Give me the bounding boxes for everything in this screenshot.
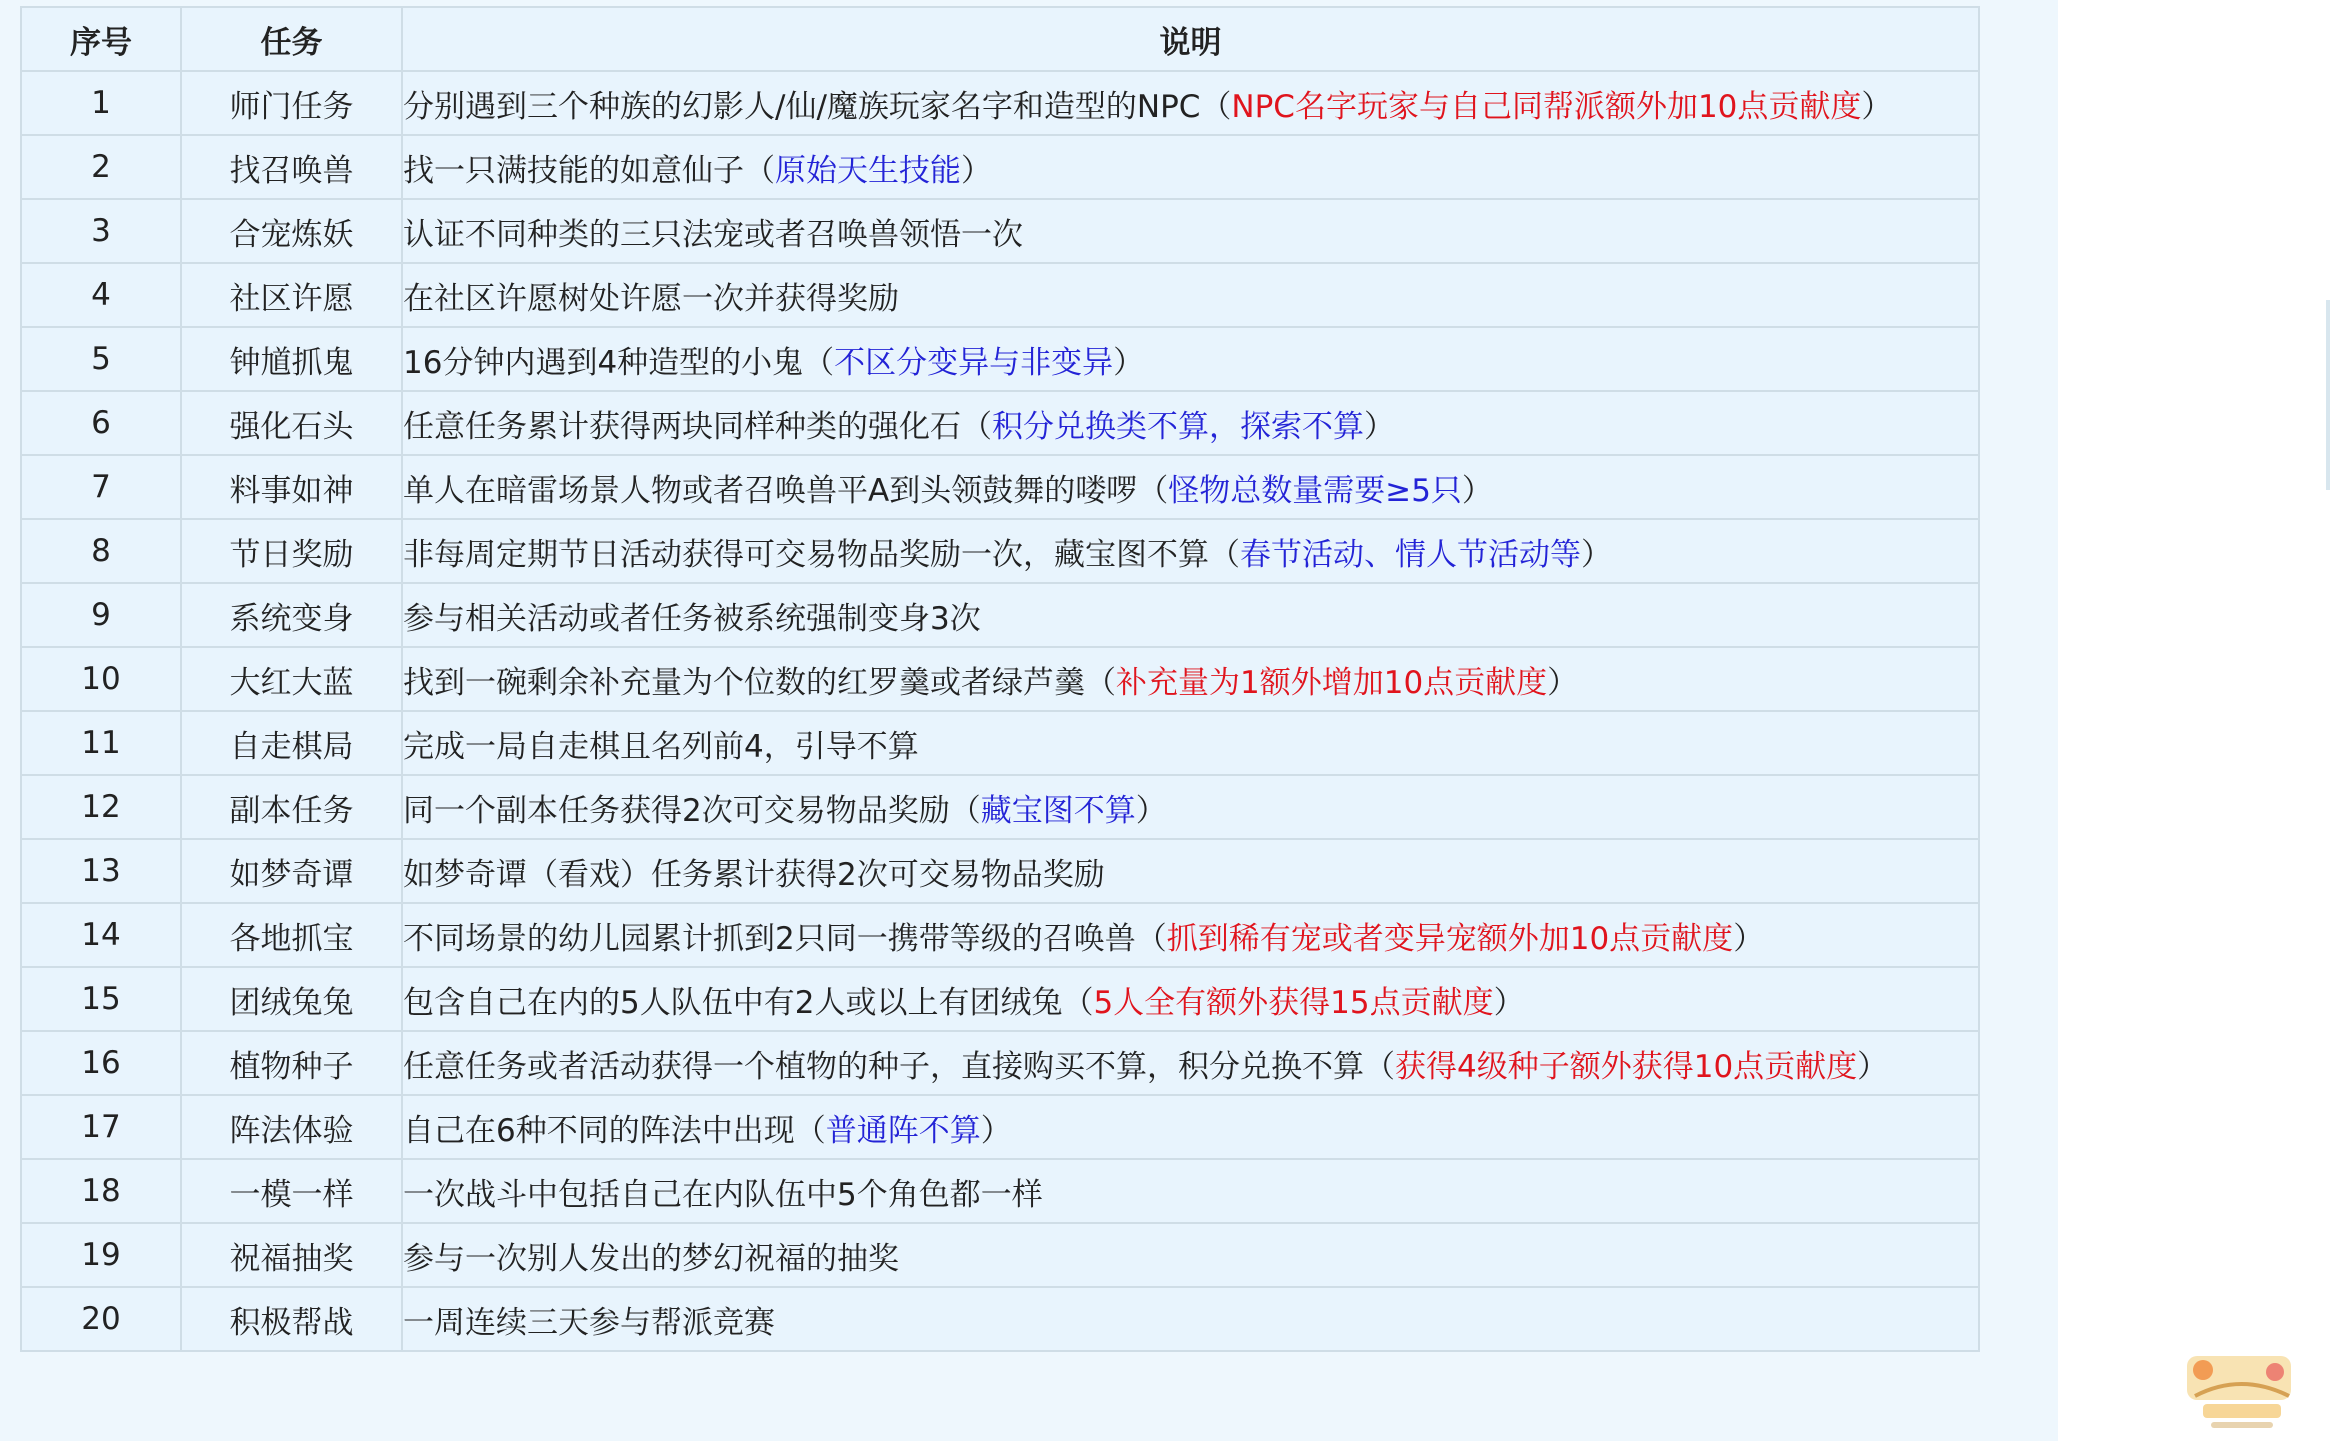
task-name: 如梦奇谭 [181, 839, 402, 903]
row-number: 18 [21, 1159, 181, 1223]
task-description-cell [402, 263, 1979, 327]
task-note: 春节活动、情人节活动等 [1240, 536, 1581, 573]
task-description: 找到一碗剩余补充量为个位数的红罗羹或者绿芦羹 [403, 664, 1085, 701]
task-description: 任意任务或者活动获得一个植物的种子，直接购买不算，积分兑换不算 [403, 1048, 1364, 1085]
table-row [21, 327, 1979, 391]
task-description: 不同场景的幼儿园累计抓到2只同一携带等级的召唤兽 [403, 920, 1136, 957]
task-note: NPC名字玩家与自己同帮派额外加10点贡献度 [1231, 88, 1862, 125]
task-description-cell [402, 519, 1979, 583]
task-name: 积极帮战 [181, 1287, 402, 1351]
task-description: 认证不同种类的三只法宠或者召唤兽领悟一次 [403, 216, 1023, 253]
task-name: 系统变身 [181, 583, 402, 647]
paren-open: （ [949, 792, 981, 829]
task-note: 怪物总数量需要≥5只 [1168, 472, 1462, 509]
table-row [21, 455, 1979, 519]
row-number: 20 [21, 1287, 181, 1351]
task-description: 一周连续三天参与帮派竞赛 [403, 1304, 775, 1341]
task-note: 不区分变异与非变异 [834, 344, 1114, 381]
paren-close: ） [1113, 344, 1145, 381]
task-description-cell [402, 391, 1979, 455]
task-name: 一模一样 [181, 1159, 402, 1223]
task-note: 补充量为1额外增加10点贡献度 [1116, 664, 1548, 701]
paren-open: （ [744, 152, 775, 189]
table-row [21, 263, 1979, 327]
task-note: 获得4级种子额外获得10点贡献度 [1395, 1048, 1858, 1085]
header-task: 任务 [181, 7, 402, 71]
table-row [21, 647, 1979, 711]
table-row [21, 71, 1979, 135]
task-description: 在社区许愿树处许愿一次并获得奖励 [403, 280, 899, 317]
paren-open: （ [1209, 536, 1240, 573]
task-description-cell [402, 967, 1979, 1031]
row-number: 4 [21, 263, 181, 327]
task-name: 副本任务 [181, 775, 402, 839]
task-table-body [21, 71, 1979, 1351]
table-row [21, 391, 1979, 455]
task-note: 藏宝图不算 [980, 792, 1136, 829]
task-name: 强化石头 [181, 391, 402, 455]
row-number: 12 [21, 775, 181, 839]
task-name: 大红大蓝 [181, 647, 402, 711]
task-description: 找一只满技能的如意仙子 [403, 152, 744, 189]
paren-close: ） [1861, 88, 1893, 125]
task-note: 普通阵不算 [825, 1112, 981, 1149]
paren-open: （ [1085, 664, 1116, 701]
header-description: 说明 [402, 7, 1979, 71]
paren-close: ） [1857, 1048, 1889, 1085]
paren-close: ） [1493, 984, 1525, 1021]
table-row [21, 199, 1979, 263]
task-name: 合宠炼妖 [181, 199, 402, 263]
paren-open: （ [1364, 1048, 1395, 1085]
task-description: 同一个副本任务获得2次可交易物品奖励 [403, 792, 950, 829]
paren-close: ） [1547, 664, 1579, 701]
table-row [21, 967, 1979, 1031]
task-description: 包含自己在内的5人队伍中有2人或以上有团绒兔 [403, 984, 1063, 1021]
row-number: 6 [21, 391, 181, 455]
task-description-cell [402, 647, 1979, 711]
task-name: 各地抓宝 [181, 903, 402, 967]
task-description-cell [402, 1287, 1979, 1351]
task-note: 积分兑换类不算，探索不算 [992, 408, 1364, 445]
paren-close: ） [1135, 792, 1167, 829]
table-row [21, 1159, 1979, 1223]
row-number: 11 [21, 711, 181, 775]
task-description-cell [402, 583, 1979, 647]
task-description-cell [402, 711, 1979, 775]
task-description: 非每周定期节日活动获得可交易物品奖励一次，藏宝图不算 [403, 536, 1209, 573]
row-number: 8 [21, 519, 181, 583]
task-note: 原始天生技能 [775, 152, 961, 189]
table-header-row [21, 7, 1979, 71]
table-row [21, 775, 1979, 839]
paren-open: （ [803, 344, 835, 381]
task-note: 抓到稀有宠或者变异宠额外加10点贡献度 [1166, 920, 1734, 957]
fantasy-westward-journey-logo [2185, 1352, 2297, 1432]
paren-open: （ [1137, 472, 1169, 509]
task-name: 找召唤兽 [181, 135, 402, 199]
task-name: 植物种子 [181, 1031, 402, 1095]
table-row [21, 1031, 1979, 1095]
task-name: 钟馗抓鬼 [181, 327, 402, 391]
table-row [21, 903, 1979, 967]
task-description-cell [402, 1031, 1979, 1095]
table-row [21, 1223, 1979, 1287]
row-number: 19 [21, 1223, 181, 1287]
task-note: 5人全有额外获得15点贡献度 [1093, 984, 1494, 1021]
paren-close: ） [1733, 920, 1765, 957]
task-description-cell [402, 199, 1979, 263]
paren-open: （ [1200, 88, 1232, 125]
row-number: 16 [21, 1031, 181, 1095]
task-name: 祝福抽奖 [181, 1223, 402, 1287]
task-description: 单人在暗雷场景人物或者召唤兽平A到头领鼓舞的喽啰 [403, 472, 1138, 509]
task-description-cell [402, 71, 1979, 135]
row-number: 13 [21, 839, 181, 903]
task-description: 分别遇到三个种族的幻影人/仙/魔族玩家名字和造型的NPC [403, 88, 1201, 125]
task-name: 团绒兔兔 [181, 967, 402, 1031]
task-description: 16分钟内遇到4种造型的小鬼 [403, 344, 804, 381]
task-description: 如梦奇谭（看戏）任务累计获得2次可交易物品奖励 [403, 856, 1105, 893]
table-row [21, 1095, 1979, 1159]
task-table [20, 6, 1980, 1352]
table-row [21, 839, 1979, 903]
paren-open: （ [794, 1112, 826, 1149]
row-number: 1 [21, 71, 181, 135]
task-description: 任意任务累计获得两块同样种类的强化石 [403, 408, 961, 445]
task-name: 料事如神 [181, 455, 402, 519]
task-description: 参与相关活动或者任务被系统强制变身3次 [403, 600, 981, 637]
task-description-cell [402, 1223, 1979, 1287]
row-number: 2 [21, 135, 181, 199]
header-number: 序号 [21, 7, 181, 71]
task-name: 自走棋局 [181, 711, 402, 775]
row-number: 14 [21, 903, 181, 967]
table-row [21, 519, 1979, 583]
task-description-cell [402, 455, 1979, 519]
task-name: 社区许愿 [181, 263, 402, 327]
row-number: 17 [21, 1095, 181, 1159]
task-description-cell [402, 839, 1979, 903]
row-number: 9 [21, 583, 181, 647]
table-row [21, 583, 1979, 647]
task-description-cell [402, 1159, 1979, 1223]
task-name: 阵法体验 [181, 1095, 402, 1159]
scrollbar-edge [2326, 300, 2330, 490]
task-description-cell [402, 775, 1979, 839]
row-number: 15 [21, 967, 181, 1031]
paren-close: ） [1461, 472, 1493, 509]
task-description-cell [402, 327, 1979, 391]
row-number: 10 [21, 647, 181, 711]
paren-close: ） [1581, 536, 1612, 573]
task-description: 参与一次别人发出的梦幻祝福的抽奖 [403, 1240, 899, 1277]
row-number: 5 [21, 327, 181, 391]
task-description: 自己在6种不同的阵法中出现 [403, 1112, 795, 1149]
task-name: 师门任务 [181, 71, 402, 135]
task-description: 完成一局自走棋且名列前4，引导不算 [403, 728, 919, 765]
right-margin [2058, 0, 2333, 1441]
task-description: 一次战斗中包括自己在内队伍中5个角色都一样 [403, 1176, 1043, 1213]
paren-close: ） [1364, 408, 1395, 445]
paren-close: ） [980, 1112, 1012, 1149]
task-description-cell [402, 1095, 1979, 1159]
task-name: 节日奖励 [181, 519, 402, 583]
task-description-cell [402, 135, 1979, 199]
task-description-cell [402, 903, 1979, 967]
row-number: 3 [21, 199, 181, 263]
paren-open: （ [1062, 984, 1094, 1021]
table-row [21, 1287, 1979, 1351]
paren-close: ） [961, 152, 992, 189]
row-number: 7 [21, 455, 181, 519]
table-row [21, 711, 1979, 775]
paren-open: （ [961, 408, 992, 445]
table-row [21, 135, 1979, 199]
paren-open: （ [1135, 920, 1167, 957]
